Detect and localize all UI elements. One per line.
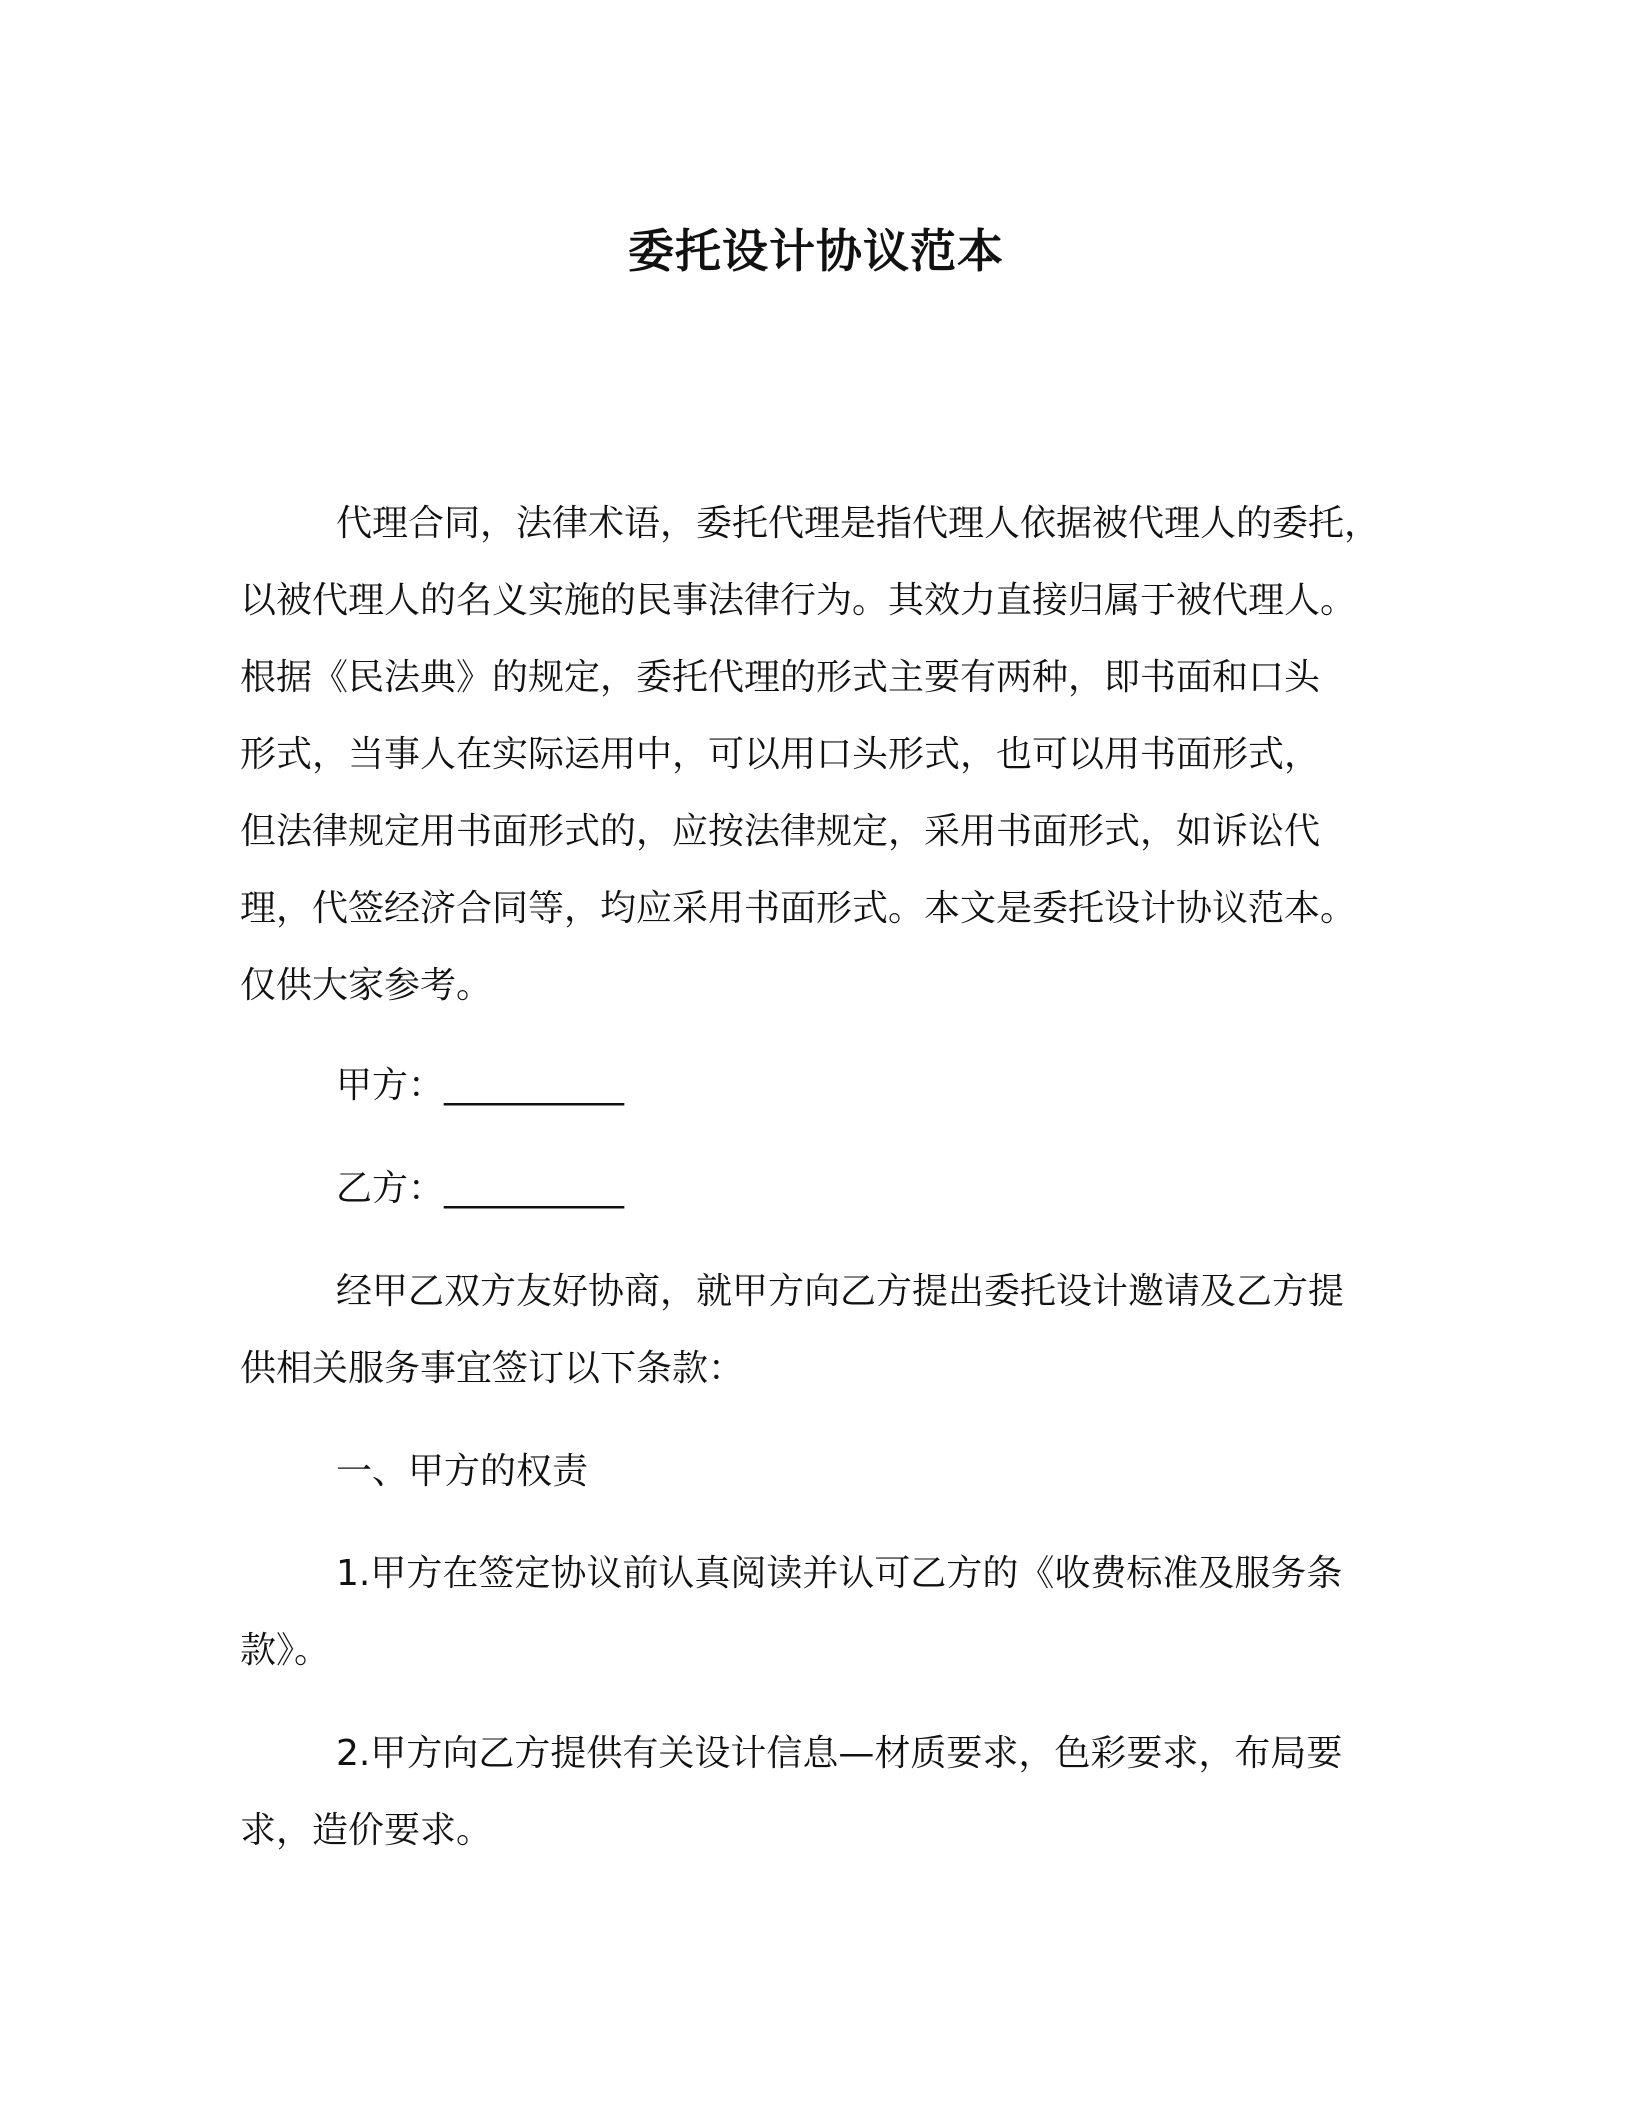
section-1-heading-text: 一、甲方的权责 [336,1451,589,1492]
clause-1-line-2: 款》。 [240,1630,331,1671]
intro-line-6: 理，代签经济合同等，均应采用书面形式。本文是委托设计协议范本。 [240,888,1357,929]
agreement-line-1: 经甲乙双方友好协商，就甲方向乙方提出委托设计邀请及乙方提 [336,1271,1345,1312]
clause-2-line-1: 2.甲方向乙方提供有关设计信息—材质要求，色彩要求，布局要 [336,1733,1343,1774]
section-1-heading [240,1433,1400,1510]
party-b-label: 乙方：__________ [336,1168,625,1209]
intro-line-7: 仅供大家参考。 [240,965,493,1006]
party-a-line [240,1047,1400,1124]
intro-line-3: 根据《民法典》的规定，委托代理的形式主要有两种，即书面和口头 [240,657,1321,698]
agreement-paragraph [240,1253,1400,1407]
intro-line-1: 代理合同，法律术语，委托代理是指代理人依据被代理人的委托， [336,503,1381,544]
clause-1 [240,1535,1400,1689]
clause-1-line-1: 1.甲方在签定协议前认真阅读并认可乙方的《收费标准及服务条 [336,1553,1343,1594]
party-b-line [240,1150,1400,1227]
clause-2-line-2: 求，造价要求。 [240,1810,493,1851]
intro-line-2: 以被代理人的名义实施的民事法律行为。其效力直接归属于被代理人。 [240,580,1357,621]
intro-line-5: 但法律规定用书面形式的，应按法律规定，采用书面形式，如诉讼代 [240,811,1321,852]
clause-2 [240,1715,1400,1869]
agreement-line-2: 供相关服务事宜签订以下条款： [240,1348,745,1389]
document-title: 委托设计协议范本 [628,224,1004,278]
party-a-label: 甲方：__________ [336,1065,625,1106]
intro-line-4: 形式，当事人在实际运用中，可以用口头形式，也可以用书面形式， [240,734,1321,775]
intro-paragraph [240,485,1400,1024]
